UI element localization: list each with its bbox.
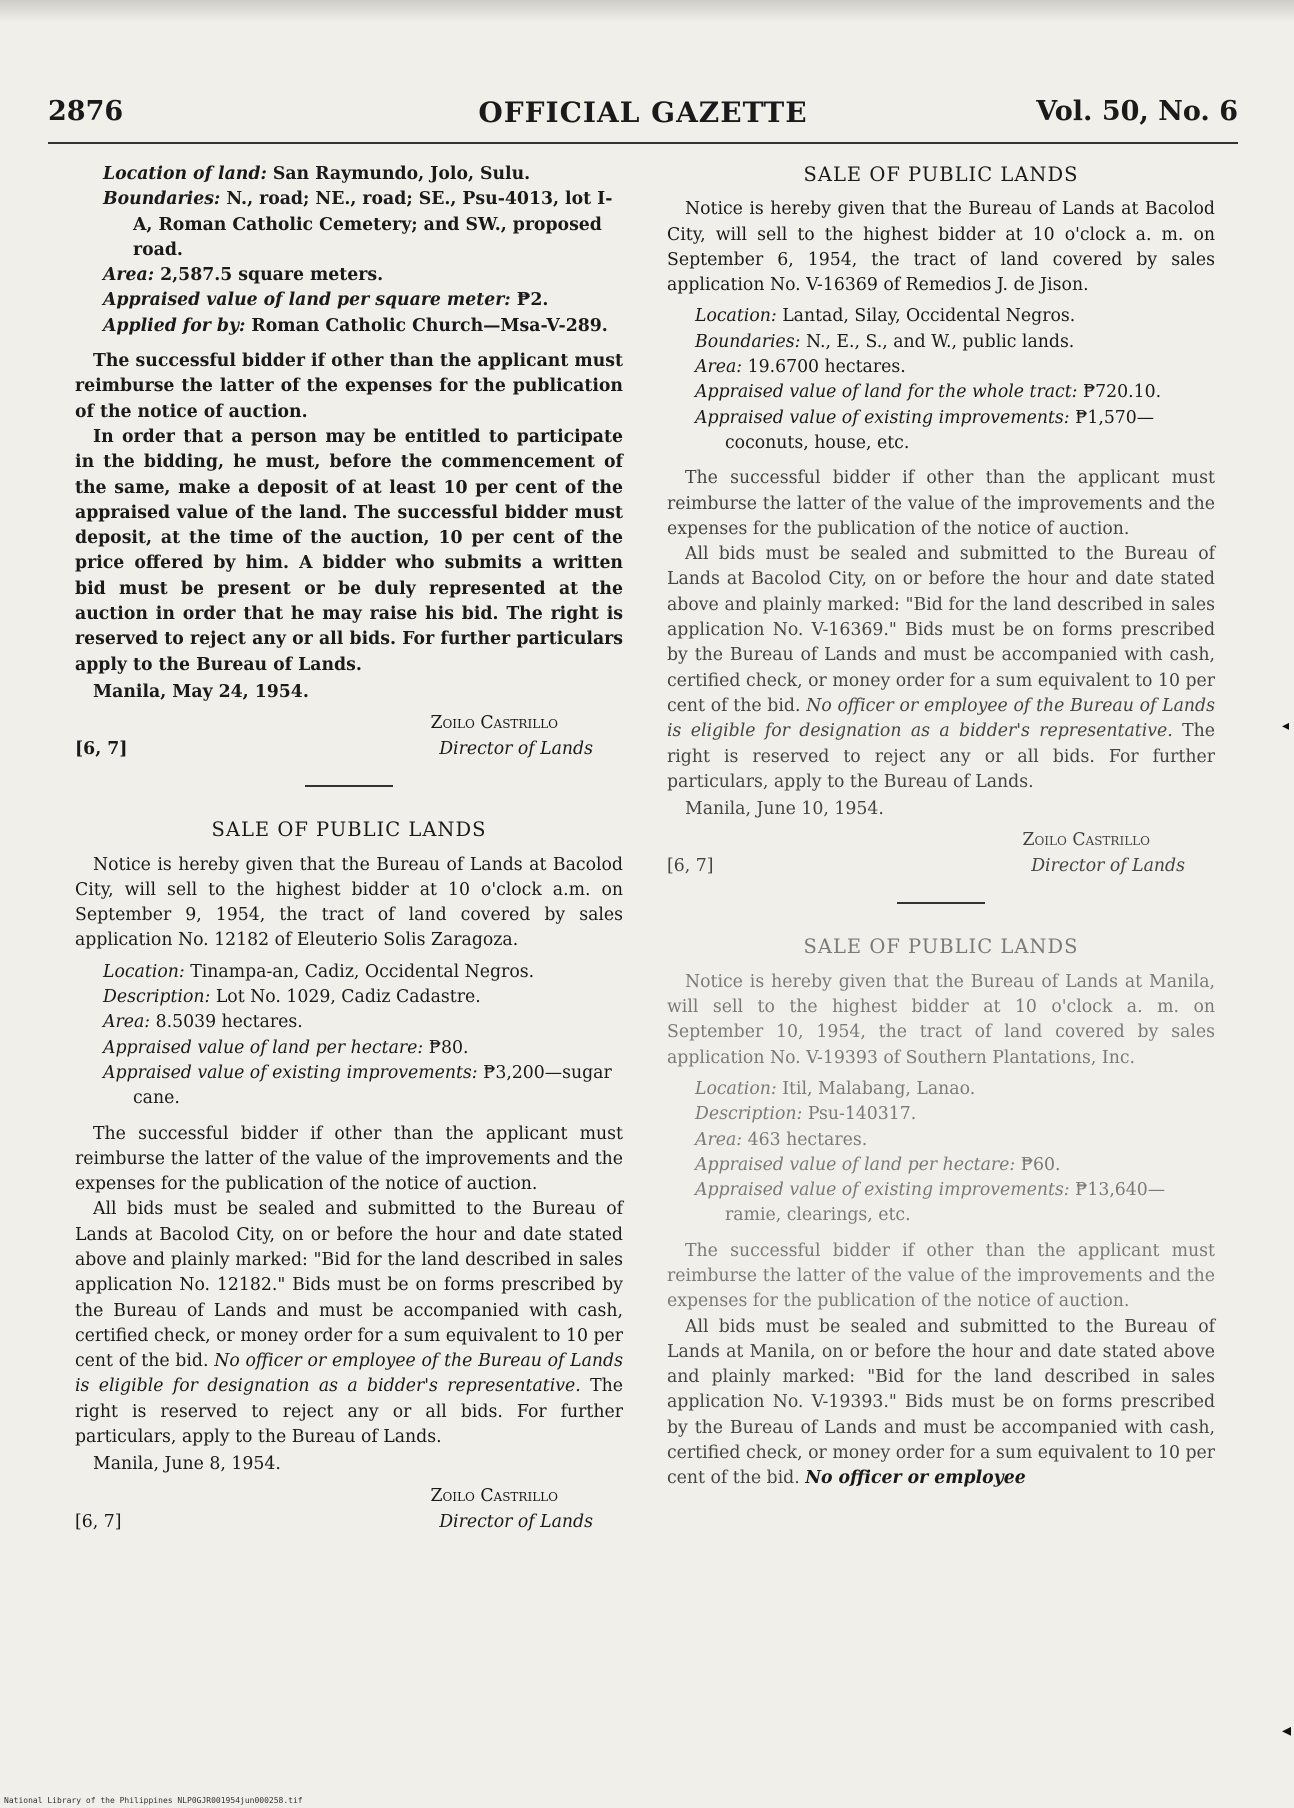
notice-intro (75, 853, 623, 954)
area-value: 8.5039 hectares. (155, 1012, 303, 1033)
signatory-title: Director of Lands (439, 739, 593, 760)
paragraph-text: All bids must be sealed and submitted to the Bureau of Lands at Manila, on or before the hour and date stated above and plainly marked: "Bid for the land described in sales application No. V-19393." Bids must be on forms prescribed by the Bureau of Lands and must be accompanied with cash, certified check, or money order for a sum equivalent to 10 per cent of the bid. (667, 1316, 1215, 1489)
notice-date: Manila, May 24, 1954. (93, 681, 309, 702)
signatory-name: Zoilo Castrillo (1022, 830, 1150, 851)
appraised-label: Appraised value of land per hectare: (103, 1037, 424, 1058)
paragraph (75, 1197, 623, 1450)
volume-number: Vol. 50, No. 6 (1036, 96, 1238, 127)
issue-reference: [6, 7] (75, 1511, 122, 1532)
location-value: Itil, Malabang, Lanao. (782, 1078, 976, 1099)
appraised-label: Appraised value of land for the whole tract: (695, 382, 1078, 403)
paragraph-italic-text: No officer or employee of the Bureau of Lands is eligible for designation as a bidder's representative. (75, 1351, 623, 1397)
paragraph (667, 1315, 1215, 1492)
appraised-value: ₱60. (1020, 1154, 1061, 1175)
area-label: Area: (695, 357, 743, 378)
paragraph-text: The right is reserved to reject any or all bids. For further particulars, apply to the Bureau of Lands. (75, 1376, 624, 1448)
location-label: Location: (103, 961, 185, 982)
appraised-value: ₱720.10. (1082, 382, 1162, 403)
section-title: SALE OF PUBLIC LANDS (803, 163, 1079, 186)
publication-title: OFFICIAL GAZETTE (478, 96, 808, 129)
land-details (667, 304, 1215, 456)
right-column (667, 162, 1215, 1492)
section-divider (305, 785, 393, 787)
signature-block (75, 711, 623, 767)
description-value: Psu-140317. (807, 1104, 917, 1125)
improvements-label: Appraised value of existing improvements: (695, 1180, 1070, 1201)
intro-text: Notice is hereby given that the Bureau of Lands at Bacolod City, will sell to the highest bidder at 10 o'clock a.m. on September 9, 1954, the tract of land covered by sales application No. 12182 of Eleuterio Solis Zaragoza. (75, 854, 623, 951)
paragraph: The successful bidder if other than the applicant must reimburse the latter of the value of the improvements and the expenses for the publication of the notice of auction. (75, 1123, 623, 1195)
section-title: SALE OF PUBLIC LANDS (803, 935, 1079, 959)
notice-intro: Notice is hereby given that the Bureau of Lands at Manila, will sell to the highest bidder at 10 o'clock a. m. on September 10, 1954, the tract of land covered by sales application No. V-19393 of Southern Plantations, Inc. (667, 971, 1215, 1068)
paragraph-italic-text: No officer or employee (805, 1468, 1026, 1489)
location-label: Location: (695, 306, 777, 327)
location-value: Lantad, Silay, Occidental Negros. (782, 306, 1076, 327)
paragraph-text: All bids must be sealed and submitted to the Bureau of Lands at Bacolod City, on or before the hour and date stated above and plainly marked: "Bid for the land described in sales application No. 12182." Bids must be on forms prescribed by the Bureau of Lands and must be accompanied with cash, certified check, or money order for a sum equivalent to 10 per cent of the bid. (75, 1199, 623, 1372)
boundaries-label: Boundaries: (695, 331, 801, 352)
paragraph: The successful bidder if other than the applicant must reimburse the latter of the value of the improvements and the expenses for the publication of the notice of auction. (667, 1240, 1215, 1312)
boundaries-value: N., E., S., and W., public lands. (805, 331, 1075, 352)
paragraph: The successful bidder if other than the applicant must reimburse the latter of the value of the improvements and the expenses for the publication of the notice of auction. (667, 468, 1215, 539)
area-value: 463 hectares. (747, 1129, 868, 1150)
scan-footer: National Library of the Philippines NLP0GJR001954jun000258.tif (4, 1796, 303, 1805)
notice-date: Manila, June 8, 1954. (93, 1454, 281, 1475)
location-label: Location: (695, 1078, 777, 1099)
applied-value: Roman Catholic Church—Msa-V-289. (251, 315, 608, 336)
location-label: Location of land: (103, 164, 267, 184)
scan-top-shadow (0, 0, 1294, 22)
area-value: 19.6700 hectares. (747, 357, 906, 378)
paragraph-text: All bids must be sealed and submitted to the Bureau of Lands at Bacolod City, on or before the hour and date stated above and plainly marked: "Bid for the land described in sales application No. V-16369." Bids must be on forms prescribed by the Bureau of Lands and must be accompanied with cash, certified check, or money order for a sum equivalent to 10 per cent of the bid. (667, 544, 1215, 716)
header-rule (48, 142, 1238, 144)
area-label: Area: (695, 1129, 743, 1150)
signatory-name: Zoilo Castrillo (430, 713, 558, 734)
description-value: Lot No. 1029, Cadiz Cadastre. (215, 987, 481, 1008)
paragraph-text: The right is reserved to reject any or all bids. For further particulars, apply to the Bureau of Lands. (667, 721, 1216, 792)
boundaries-label: Boundaries: (103, 189, 221, 210)
scan-mark: ◂ (1282, 1720, 1292, 1741)
improvements-value: ₱13,640—ramie, clearings, etc. (725, 1180, 1166, 1226)
appraised-value: ₱80. (428, 1037, 469, 1058)
page-header (48, 96, 1238, 136)
land-details (75, 960, 623, 1112)
notice-date: Manila, June 10, 1954. (685, 799, 884, 820)
issue-reference: [6, 7] (667, 856, 714, 877)
signatory-title: Director of Lands (439, 1511, 593, 1532)
applied-label: Applied for by: (103, 315, 246, 336)
section-divider (897, 902, 985, 904)
description-label: Description: (103, 987, 211, 1008)
description-label: Description: (695, 1104, 803, 1125)
paragraph-italic-text: No officer or employee of the Bureau of Lands is eligible for designation as a bidder's representative. (667, 695, 1215, 742)
appraised-label: Appraised value of land per square meter: (103, 290, 511, 311)
improvements-value: ₱3,200—sugar cane. (133, 1062, 612, 1109)
paragraph (667, 542, 1215, 795)
land-details (667, 1077, 1215, 1229)
improvements-label: Appraised value of existing improvements: (695, 407, 1070, 428)
issue-reference: [6, 7] (75, 739, 128, 760)
signatory-name: Zoilo Castrillo (430, 1485, 558, 1506)
signature-block (667, 828, 1215, 884)
appraised-label: Appraised value of land per hectare: (695, 1154, 1016, 1175)
area-label: Area: (103, 265, 155, 286)
section-title: SALE OF PUBLIC LANDS (211, 818, 487, 842)
land-details (75, 162, 623, 339)
improvements-label: Appraised value of existing improvements: (103, 1062, 478, 1083)
area-value: 2,587.5 square meters. (160, 265, 384, 286)
left-column (75, 162, 623, 1540)
boundaries-value: N., road; NE., road; SE., Psu-4013, lot I-A, Roman Catholic Cemetery; and SW., proposed road. (133, 189, 613, 260)
location-value: San Raymundo, Jolo, Sulu. (272, 164, 531, 184)
signatory-title: Director of Lands (1031, 856, 1185, 877)
notice-intro: Notice is hereby given that the Bureau of Lands at Bacolod City, will sell to the highest bidder at 10 o'clock a. m. on September 6, 1954, the tract of land covered by sales application No. V-16369 of Remedios J. de Jison. (667, 199, 1215, 296)
area-label: Area: (103, 1012, 151, 1033)
appraised-value: ₱2. (516, 290, 549, 311)
paragraph: The successful bidder if other than the applicant must reimburse the latter of the expenses for the publication of the notice of auction. (75, 351, 623, 422)
scan-mark: ◂ (1282, 718, 1290, 734)
signature-block (75, 1484, 623, 1540)
paragraph: In order that a person may be entitled to participate in the bidding, he must, before the commencement of the same, make a deposit of at least 10 per cent of the appraised value of the land. The successful bidder must deposit, at the time of the auction, 10 per cent of the price offered by him. A bidder who submits a written bid must be present or be duly represented at the auction in order that he may raise his bid. The right is reserved to reject any or all bids. For further particulars apply to the Bureau of Lands. (75, 426, 623, 675)
improvements-value: ₱1,570—coconuts, house, etc. (725, 407, 1155, 453)
location-value: Tinampa-an, Cadiz, Occidental Negros. (190, 961, 535, 982)
page-number: 2876 (48, 96, 124, 127)
